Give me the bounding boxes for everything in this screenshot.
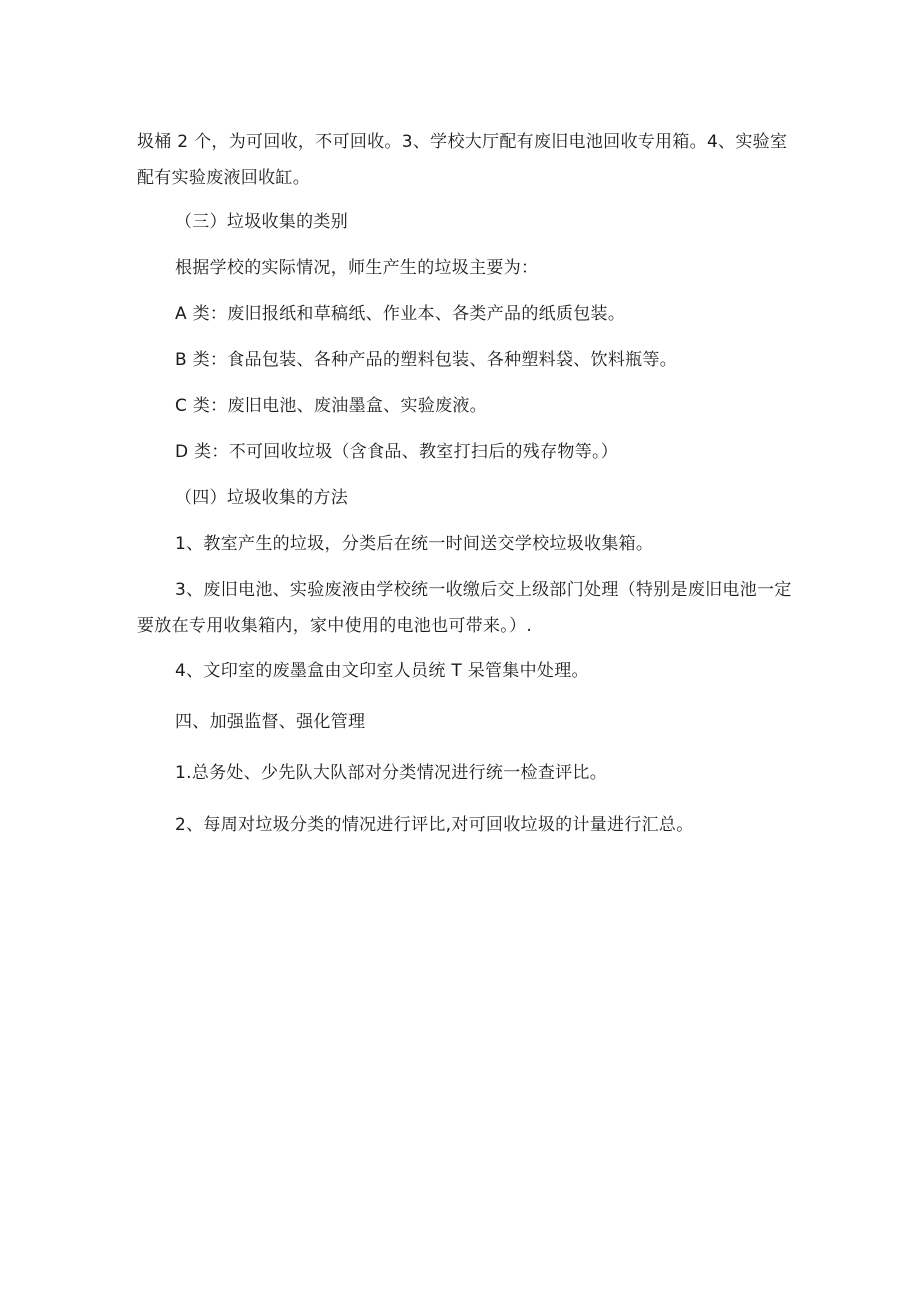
section-heading: （四）垃圾收集的方法	[175, 488, 348, 508]
method-item: 3、废旧电池、实验废液由学校统一收缴后交上级部门处理（特别是废旧电池一定	[175, 580, 792, 600]
management-item: 2、每周对垃圾分类的情况进行评比,对可回收垃圾的计量进行汇总。	[175, 815, 694, 835]
category-item: A 类：废旧报纸和草稿纸、作业本、各类产品的纸质包装。	[175, 304, 626, 324]
section-intro: 根据学校的实际情况，师生产生的垃圾主要为：	[175, 258, 539, 278]
method-item: 1、教室产生的垃圾，分类后在统一时间送交学校垃圾收集箱。	[175, 534, 654, 554]
management-item: 1.总务处、少先队大队部对分类情况进行统一检查评比。	[175, 763, 608, 783]
part-heading: 四、加强监督、强化管理	[175, 712, 366, 732]
paragraph-line: 配有实验废液回收缸。	[137, 168, 310, 188]
category-item: B 类：食品包装、各种产品的塑料包装、各种塑料袋、饮料瓶等。	[175, 350, 678, 370]
category-item: D 类：不可回收垃圾（含食品、教室打扫后的残存物等。）	[175, 442, 619, 462]
method-item: 4、文印室的废墨盒由文印室人员统 T 呆管集中处理。	[175, 661, 589, 681]
paragraph-line: 圾桶 2 个，为可回收，不可回收。3、学校大厅配有废旧电池回收专用箱。4、实验室	[137, 132, 788, 152]
category-item: C 类：废旧电池、废油墨盒、实验废液。	[175, 396, 487, 416]
section-heading: （三）垃圾收集的类别	[175, 212, 348, 232]
method-item-continued: 要放在专用收集箱内，家中使用的电池也可带来。）.	[137, 616, 533, 636]
